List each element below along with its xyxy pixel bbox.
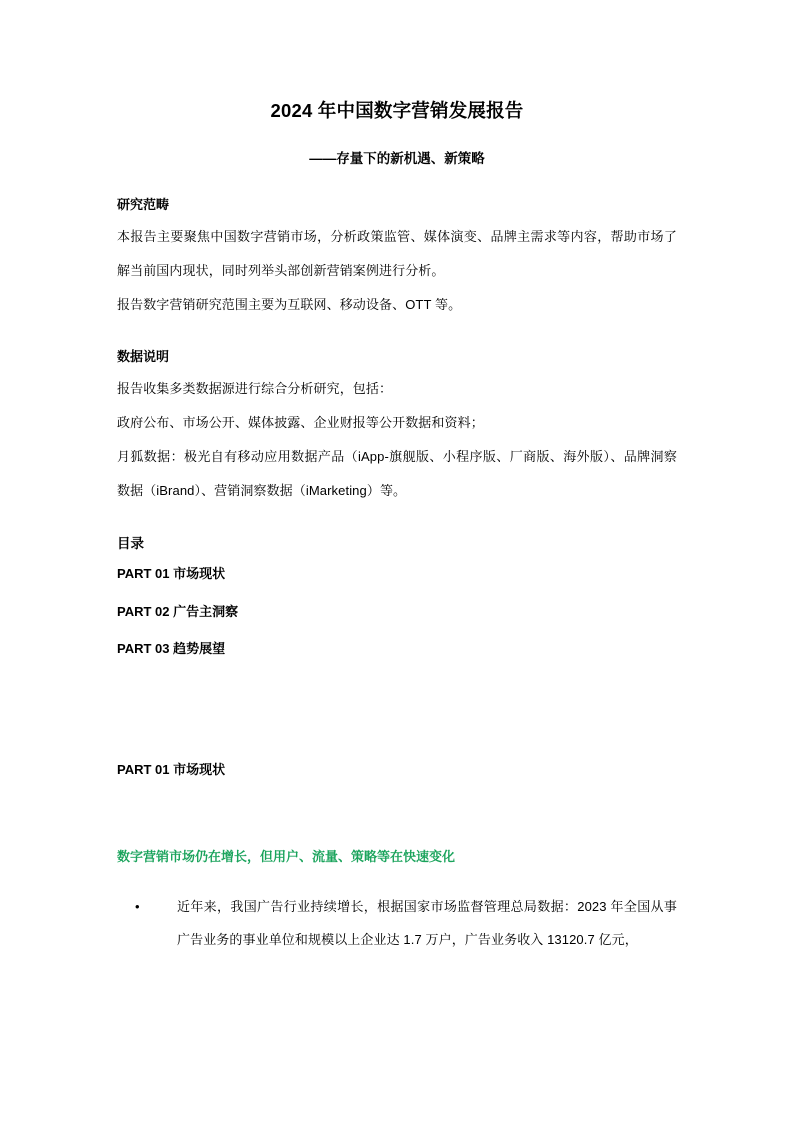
toc-item-part-01: PART 01 市场现状 [117,565,226,581]
scope-paragraph-2: 报告数字营销研究范围主要为互联网、移动设备、OTT 等。 [117,296,462,312]
page-title: 2024 年中国数字营销发展报告 [270,100,524,121]
part-heading-01: PART 01 市场现状 [117,762,226,778]
list-item [117,890,677,958]
scope-paragraph-1: 本报告主要聚焦中国数字营销市场，分析政策监管、媒体演变、品牌主需求等内容，帮助市场了解当前国内现状，同时列举头部创新营销案例进行分析。 [117,228,677,278]
toc-item-part-03: PART 03 趋势展望 [117,641,226,657]
toc-item-part-02: PART 02 广告主洞察 [117,603,239,619]
section-heading-data: 数据说明 [117,349,170,365]
toc-heading: 目录 [117,536,144,552]
document-content [117,96,677,957]
data-paragraph-2: 政府公布、市场公开、媒体披露、企业财报等公开数据和资料； [117,414,484,430]
data-paragraph-1: 报告收集多类数据源进行综合分析研究，包括： [117,381,393,397]
bullet-icon: • [135,898,140,914]
bullet-paragraph: 近年来，我国广告行业持续增长，根据国家市场监督管理总局数据：2023 年全国从事广告业务的事业单位和规模以上企业达 1.7 万户，广告业务收入 13120.7 亿元， [177,898,677,948]
data-paragraph-3: 月狐数据：极光自有移动应用数据产品（iApp-旗舰版、小程序版、厂商版、海外版）、品牌洞察数据（iBrand）、营销洞察数据（iMarketing）等。 [117,448,677,498]
section-heading-scope: 研究范畴 [117,197,170,213]
part-green-heading: 数字营销市场仍在增长，但用户、流量、策略等在快速变化 [117,848,456,864]
page-subtitle: ——存量下的新机遇、新策略 [309,150,485,166]
